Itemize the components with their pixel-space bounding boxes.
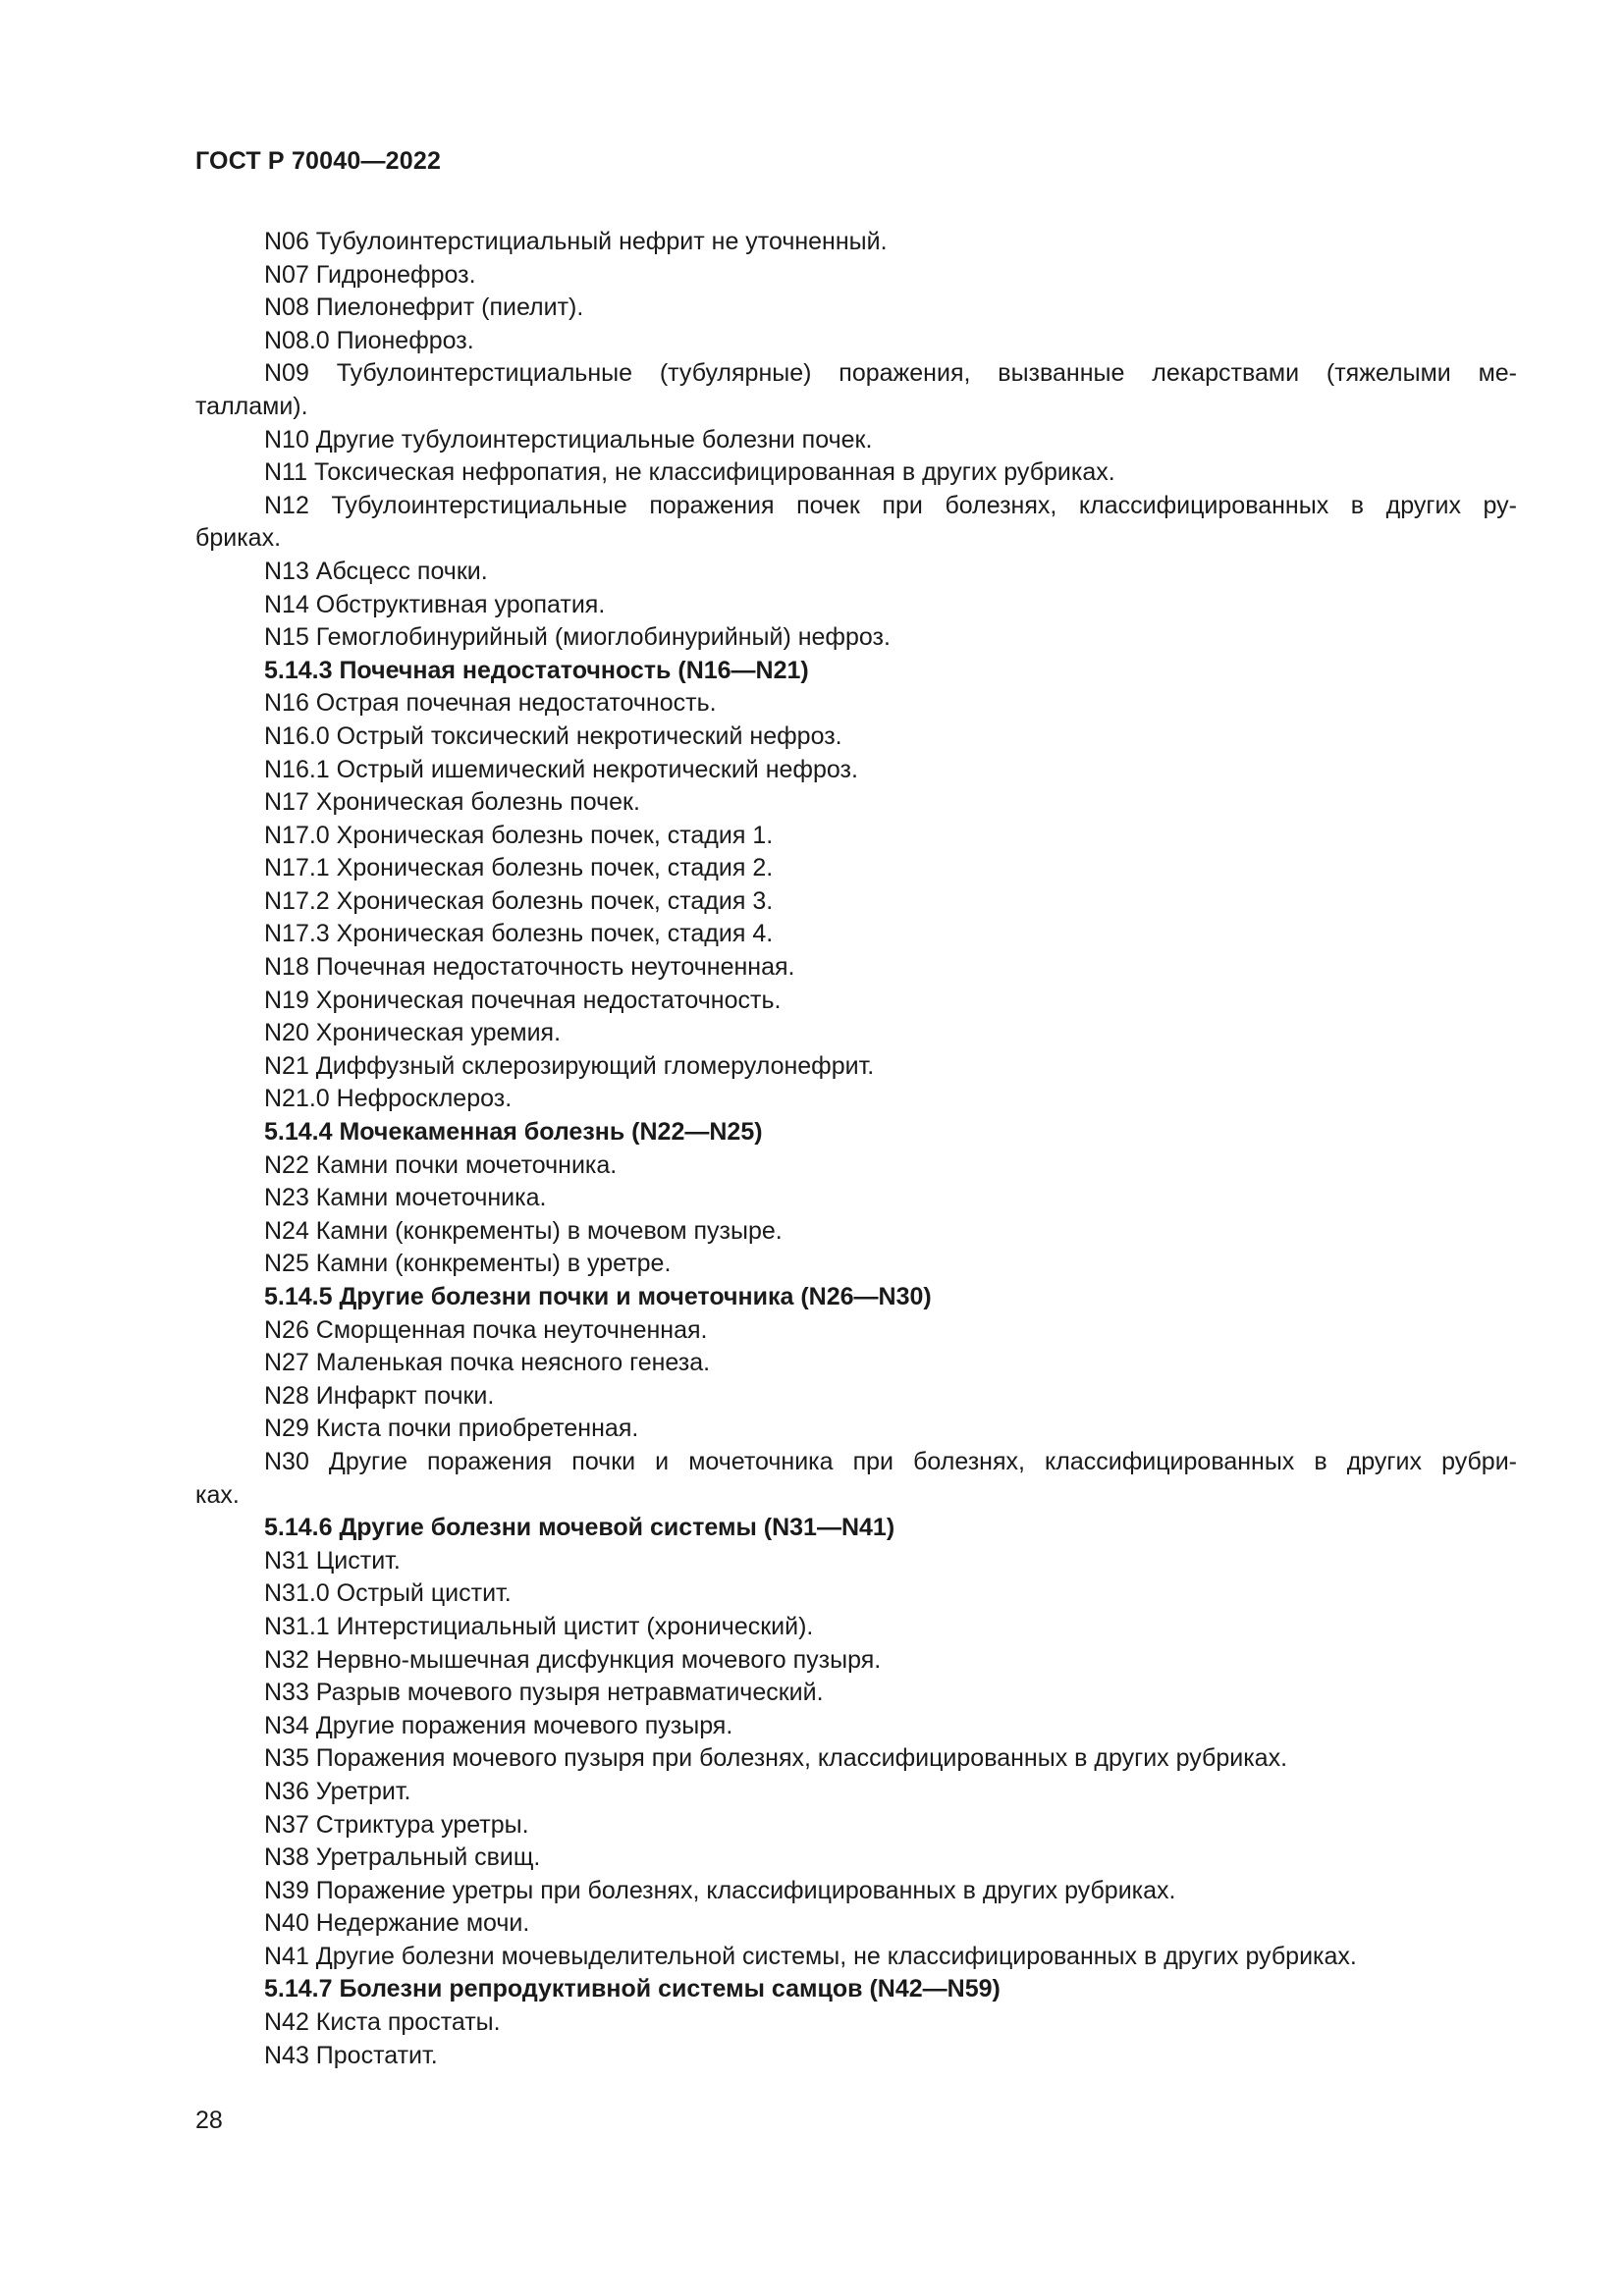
page-number: 28 xyxy=(195,2107,223,2134)
text-line: N27 Маленькая почка неясного генеза. xyxy=(264,1349,711,1377)
text-line: N08 Пиелонефрит (пиелит). xyxy=(264,294,584,322)
text-line: N22 Камни почки мочеточника. xyxy=(264,1150,618,1179)
text-line: N18 Почечная недостаточность неуточненная. xyxy=(264,953,795,982)
section-heading: 5.14.7 Болезни репродуктивной системы самцов (N42—N59) xyxy=(264,1975,1001,2003)
document-body xyxy=(195,226,1517,2072)
text-line: N23 Камни мочеточника. xyxy=(264,1184,547,1212)
section-heading: 5.14.4 Мочекаменная болезнь (N22—N25) xyxy=(264,1118,763,1147)
text-line: N43 Простатит. xyxy=(264,2041,438,2069)
text-line: N12 Тубулоинтерстициальные поражения почек при болезнях, классифицированных в других ру- xyxy=(264,491,1517,519)
text-line: N31.0 Острый цистит. xyxy=(264,1579,512,1608)
text-line: N17.1 Хроническая болезнь почек, стадия 2. xyxy=(264,854,774,882)
text-line: N16.0 Острый токсический некротический нефроз. xyxy=(264,721,842,750)
text-line: N14 Обструктивная уропатия. xyxy=(264,590,606,618)
text-line: N10 Другие тубулоинтерстициальные болезни почек. xyxy=(264,425,873,454)
text-line: N24 Камни (конкременты) в мочевом пузыре. xyxy=(264,1216,783,1245)
text-line: N19 Хроническая почечная недостаточность. xyxy=(264,986,782,1014)
text-line: N09 Тубулоинтерстициальные (тубулярные) поражения, вызванные лекарствами (тяжелыми ме- xyxy=(264,359,1517,388)
text-line: N17.2 Хроническая болезнь почек, стадия 3. xyxy=(264,886,774,915)
text-line: N36 Уретрит. xyxy=(264,1777,411,1805)
section-heading: 5.14.6 Другие болезни мочевой системы (N31—N41) xyxy=(264,1514,895,1542)
text-line: N26 Сморщенная почка неуточненная. xyxy=(264,1315,708,1344)
text-line: N42 Киста простаты. xyxy=(264,2008,501,2037)
text-line: N34 Другие поражения мочевого пузыря. xyxy=(264,1711,733,1739)
text-line: N41 Другие болезни мочевыделительной системы, не классифицированных в других рубриках. xyxy=(264,1942,1357,1970)
text-line: N31 Цистит. xyxy=(264,1546,401,1575)
text-line: N40 Недержание мочи. xyxy=(264,1909,530,1938)
text-line: N17.0 Хроническая болезнь почек, стадия 1. xyxy=(264,821,774,849)
text-line: N08.0 Пионефроз. xyxy=(264,326,474,354)
text-line: N28 Инфаркт почки. xyxy=(264,1381,495,1410)
text-line: N17 Хроническая болезнь почек. xyxy=(264,788,640,817)
text-line: N17.3 Хроническая болезнь почек, стадия 4. xyxy=(264,920,774,948)
text-line: N25 Камни (конкременты) в уретре. xyxy=(264,1250,672,1278)
text-line: таллами). xyxy=(195,392,308,420)
text-line: N21 Диффузный склерозирующий гломерулонефрит. xyxy=(264,1051,875,1080)
text-line: N37 Стриктура уретры. xyxy=(264,1810,529,1839)
text-line: N11 Токсическая нефропатия, не классифицированная в других рубриках. xyxy=(264,458,1115,487)
document-header: ГОСТ Р 70040—2022 xyxy=(195,147,442,175)
text-line: N21.0 Нефросклероз. xyxy=(264,1085,513,1113)
text-line: N39 Поражение уретры при болезнях, классифицированных в других рубриках. xyxy=(264,1876,1176,1904)
text-line: N33 Разрыв мочевого пузыря нетравматический. xyxy=(264,1679,824,1707)
text-line: N32 Нервно-мышечная дисфункция мочевого пузыря. xyxy=(264,1645,882,1674)
text-line: N15 Гемоглобинурийный (миоглобинурийный) нефроз. xyxy=(264,623,891,652)
section-heading: 5.14.3 Почечная недостаточность (N16—N21) xyxy=(264,656,809,684)
text-line: N31.1 Интерстициальный цистит (хронический). xyxy=(264,1612,814,1640)
text-line: N38 Уретральный свищ. xyxy=(264,1843,541,1872)
text-line: ках. xyxy=(195,1480,240,1509)
text-line: N06 Тубулоинтерстициальный нефрит не уточненный. xyxy=(264,228,888,255)
text-line: бриках. xyxy=(195,524,282,553)
text-line: N16.1 Острый ишемический некротический нефроз. xyxy=(264,755,858,783)
text-line: N29 Киста почки приобретенная. xyxy=(264,1415,639,1443)
text-line: N16 Острая почечная недостаточность. xyxy=(264,689,717,718)
text-line: N20 Хроническая уремия. xyxy=(264,1019,562,1047)
text-line: N13 Абсцесс почки. xyxy=(264,557,488,585)
text-line: N07 Гидронефроз. xyxy=(264,260,476,289)
section-heading: 5.14.5 Другие болезни почки и мочеточника (N26—N30) xyxy=(264,1283,932,1310)
text-line: N30 Другие поражения почки и мочеточника при болезнях, классифицированных в других рубри- xyxy=(264,1447,1517,1475)
text-line: N35 Поражения мочевого пузыря при болезнях, классифицированных в других рубриках. xyxy=(264,1744,1288,1773)
